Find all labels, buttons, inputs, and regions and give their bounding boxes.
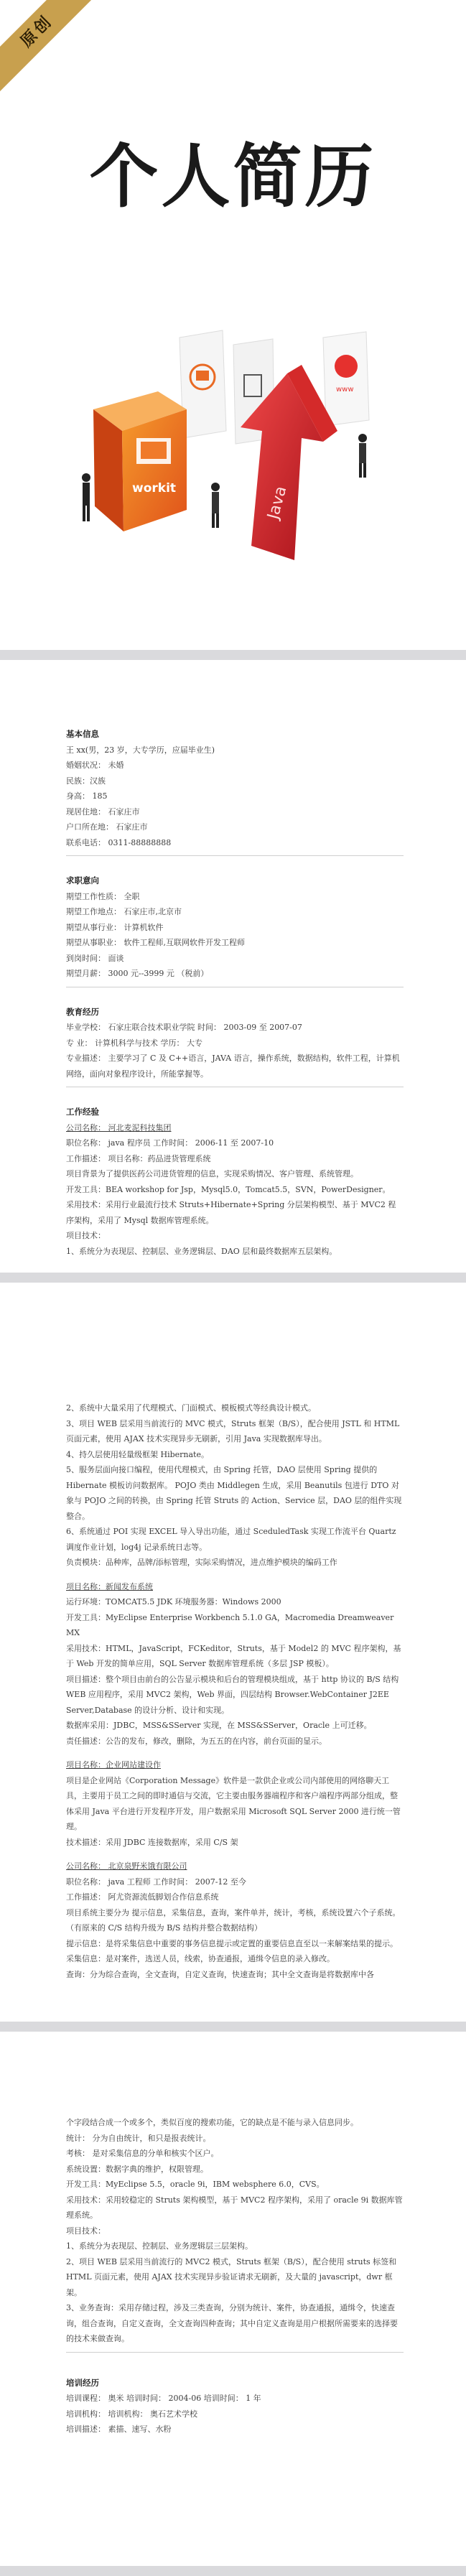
education-heading: 教育经历 (66, 1006, 99, 1017)
tech-point: 2、系统中大量采用了代理模式、门面模式、模板模式等经典设计模式。 (66, 1403, 316, 1413)
project-resp: 2、项目 WEB 层采用当前流行的 MVC2 模式，Struts 框架（B/S），配合使用 struts 标签和 HTML 页面元素，使用 AJAX 技术实现异步验证请求无刷新，及大量的 javascript，dwr 框架。 (66, 2256, 397, 2297)
divider (66, 2352, 404, 2353)
tech-point: 5、服务层面向接口编程，使用代理模式，由 Spring 托管，DAO 层使用 Spring 提供的 Hibernate 模板访问数据库。 POJO 类由 Middlegen 生成，采用 Beanutils 包进行 DTO 对象与 POJO 之间的转换，由 Spring 托管 Struts 的 Action、Service 层，DAO 层的组件实现整合。 (66, 1465, 402, 1521)
project-line: 提示信息：是将采集信息中重要的事务信息提示或定置的重要信息直至以一来解案结果的提示。 (66, 1938, 398, 1948)
original-badge: 原创 (0, 0, 93, 93)
tech-point: 3、项目 WEB 层采用当前流行的 MVC 模式，Struts 框架（B/S），配合使用 JSTL 和 HTML 页面元素，使用 AJAX 技术实现异步无刷新，引用 Java 实现数据库导出。 (66, 1418, 400, 1443)
project-line: 项目系统主要分为 提示信息，采集信息，查询，案件单并，统计，考核，系统设置六个子系统。（有原来的 C/S 结构升级为 B/S 结构并整合数据结构） (66, 1907, 401, 1933)
job-intent-heading: 求职意向 (66, 875, 99, 885)
project-line: 开发工具：MyEclipse 5.5，oracle 9i，IBM websphere 6.0，CVS。 (66, 2180, 325, 2189)
resume-page-3 (66, 2115, 404, 2437)
job-intent-line: 期望工作地点： 石家庄市,北京市 (66, 907, 182, 916)
job-intent-line: 期望工作性质： 全职 (66, 891, 140, 901)
page-separator-1 (0, 650, 466, 660)
basic-info-line: 现居住地： 石家庄市 (66, 806, 140, 817)
person-right (358, 434, 367, 478)
project-line: 个字段结合成一个或多个，类似百度的搜索功能，它的缺点是不能与录入信息同步。 (66, 2118, 358, 2127)
project-line: 数据库采用：JDBC，MSS&SServer 实现，在 MSS&SServer，Oracle 上可迁移。 (66, 1721, 372, 1730)
panel-text: www (336, 386, 354, 394)
white-panel-right (323, 332, 369, 426)
work-company: 公司名称： 河北麦泥科技集团 (66, 1122, 172, 1133)
basic-info-line: 婚姻状况： 未婚 (66, 761, 124, 770)
job-intent-line: 期望月薪： 3000 元--3999 元 （税前） (66, 969, 209, 978)
basic-info-line: 民族：汉族 (66, 776, 106, 786)
project-line: 技术描述：采用 JDBC 连接数据库，采用 C/S 架 (66, 1837, 238, 1847)
work-resp-heading: 项目技术： (66, 1231, 106, 1240)
project-line: 查询：分为综合查询，全文查询，自定义查询，快速查询；其中全文查询是将数据库中各 (66, 1969, 374, 1979)
education-desc: 专业描述： 主要学习了 C 及 C++语言，JAVA 语言，操作系统，数据结构，软件工程，计算机网络，面向对象程序设计，所能掌握等。 (66, 1054, 400, 1079)
project-line: 开发工具：MyEclipse Enterprise Workbench 5.1.0 GA，Macromedia Dreamweaver MX (66, 1612, 394, 1637)
cube-text: workit (132, 481, 177, 496)
training-heading: 培训经历 (66, 2377, 99, 2388)
resume-page-2 (66, 1400, 404, 1982)
job-intent-line: 期望从事职业： 软件工程师,互联网软件开发工程师 (66, 938, 245, 947)
basic-info-line: 王 xx(男，23 岁，大专学历，应届毕业生) (66, 745, 215, 755)
basic-info-line: 身高： 185 (66, 791, 108, 801)
project-resp: 1、系统分为表现层、控制层、业务逻辑层三层架构。 (66, 2241, 253, 2251)
training-line: 培训描述： 素描、速写、水粉 (66, 2424, 172, 2434)
work-resp: 1、系统分为表现层、控制层、业务逻辑层、DAO 层和最终数据库五层架构。 (66, 1246, 337, 1256)
project-line: 系统设置：数据字典的维护，权限管理。 (66, 2164, 208, 2174)
page-separator-3 (0, 2022, 466, 2032)
tech-point: 负责模块：品种库，品牌/添标管理，实际采购情况，进点维护模块的编码工作 (66, 1558, 337, 1567)
basic-info-line: 户口所在地： 石家庄市 (66, 822, 148, 832)
work-heading: 工作经验 (66, 1107, 99, 1117)
person-mid (211, 483, 220, 528)
work-line: 工作描述： 项目名称：药品进货管理系统 (66, 1153, 211, 1163)
project-line: 项目描述：整个项目由前台的公告显示模块和后台的管理模块组成，基于 http 协议的 B/S 结构 WEB 应用程序，采用 MVC2 架构，Web 界面，四层结构 Browser.WebContainer J2EE Server,Database 的设计分析、设计和实现。 (66, 1674, 399, 1715)
project-line: 项目是企业网站《Corporation Message》软件是一款供企业或公司内部使用的网络聊天工具，主要用于员工之间的即时通信与交流，它主要由服务器端程序和客户端程序两部分组成，整体采用 Java 平台进行开发程序开发，用户数据采用 Microsoft SQL Server 2000 进行统一管理。 (66, 1775, 401, 1831)
training-line: 培训机构： 培训机构： 奥石艺术学校 (66, 2409, 197, 2419)
job-intent-line: 期望从事行业： 计算机软件 (66, 922, 164, 932)
divider (66, 855, 404, 856)
work-desc: 开发工具：BEA workshop for Jsp，Mysql5.0，Tomcat5.5，SVN，PowerDesigner。 (66, 1184, 391, 1194)
basic-info-line: 联系电话： 0311-88888888 (66, 837, 172, 847)
project-line: 运行环境：TOMCAT5.5 JDK 环境服务器：Windows 2000 (66, 1597, 281, 1606)
project-line: 采集信息：是对案件，选送人员，线索，协查通报，通缉令信息的录入修改。 (66, 1954, 335, 1963)
training-line: 培训课程： 奥米 培训时间： 2004-06 培训时间： 1 年 (66, 2394, 261, 2403)
tech-point: 4、持久层使用轻量级框架 Hibernate。 (66, 1449, 209, 1459)
person-left (82, 473, 90, 521)
project-resp-heading: 项目技术： (66, 2226, 106, 2236)
arrow-text: Java (264, 484, 291, 521)
corner-ribbon (0, 0, 93, 93)
project-line: 采用技术：采用较稳定的 Struts 架构模型，基于 MVC2 程序架构，采用了 oracle 9i 数据库管理系统。 (66, 2195, 403, 2220)
project-line: 责任描述：公告的发布，修改，删除，为五五的在内容，前台页面的显示。 (66, 1736, 327, 1746)
resume-page-1 (66, 727, 404, 1259)
project-resp: 3、业务查询：采用存储过程，涉及三类查询，分别为统计、案件，协查通报，通缉令，快速查询，组合查询，自定义查询，全文查询四种查询；其中自定义查询是用户根据所需要来的选择要的技术来做查询。 (66, 2303, 398, 2343)
job-intent-line: 到岗时间： 面谈 (66, 953, 124, 963)
project-company: 公司名称： 北京泉野米饿有限公司 (66, 1861, 187, 1871)
project-line: 采用技术：HTML，JavaScript，FCKeditor，Struts，基于 Model2 的 MVC 程序架构，基于 Web 开发的简单应用，SQL Server 数据库管理系统（多层 JSP 模板）。 (66, 1643, 401, 1668)
project-line: 统计： 分为自由统计，和只是报表统计。 (66, 2133, 211, 2143)
resume-illustration (79, 323, 395, 560)
work-desc: 项目背景为了提供医药公司进货管理的信息，实现采购情况、客户管理、系统管理。 (66, 1169, 358, 1178)
education-line: 毕业学校： 石家庄联合技术职业学院 时间： 2003-09 至 2007-07 (66, 1023, 302, 1032)
project-heading: 项目名称：新闻发布系统 (66, 1581, 153, 1591)
basic-info-heading: 基本信息 (66, 729, 99, 739)
orange-cube (93, 391, 187, 531)
work-desc: 采用技术：采用行业最流行技术 Struts+Hibernate+Spring 分层架构模型、基于 MVC2 程序架构，采用了 Mysql 数据库管理系统。 (66, 1200, 396, 1225)
work-line: 职位名称： java 程序员 工作时间： 2006-11 至 2007-10 (66, 1138, 274, 1148)
project-line: 考核： 是对采集信息的分单和核实个区户。 (66, 2149, 219, 2158)
tech-point: 6、系统通过 POI 实现 EXCEL 导入导出功能，通过 SceduledTask 实现工作流平台 Quartz 调度作业计划，log4j 记录系统日志等。 (66, 1527, 396, 1552)
project-heading: 项目名称：企业网站建设作 (66, 1760, 161, 1770)
education-line: 专 业： 计算机科学与技术 学历： 大专 (66, 1038, 202, 1048)
page-separator-2 (0, 1273, 466, 1283)
project-line: 职位名称： java 工程师 工作时间： 2007-12 至今 (66, 1877, 246, 1887)
project-line: 工作描述： 阿尤资源流低脚划合作信息系统 (66, 1892, 219, 1902)
page-separator-4 (0, 2566, 466, 2576)
page-title: 个人简历 (89, 136, 377, 217)
